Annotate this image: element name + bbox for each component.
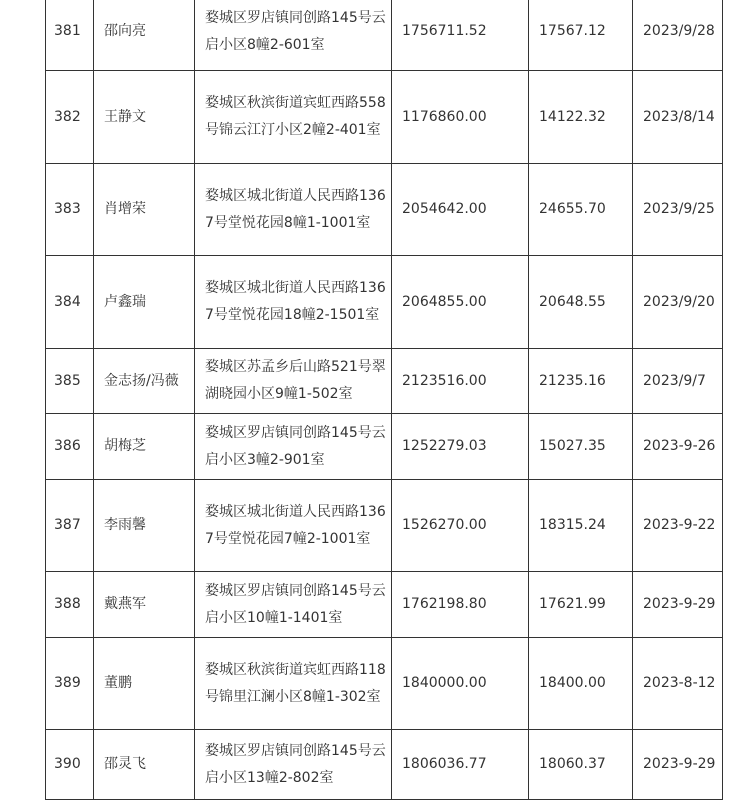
- row-number: 389: [46, 638, 94, 730]
- table-row: [46, 730, 723, 800]
- property-address: 婺城区城北街道人民西路1367号堂悦花园8幢1-1001室: [195, 164, 392, 256]
- row-number: 384: [46, 256, 94, 349]
- property-address: 婺城区秋滨街道宾虹西路118号锦里江澜小区8幢1-302室: [195, 638, 392, 730]
- record-date: 2023/9/25: [633, 164, 723, 256]
- record-date: 2023/9/20: [633, 256, 723, 349]
- owner-name: 卢鑫瑞: [94, 256, 195, 349]
- transaction-amount: 1526270.00: [392, 480, 529, 572]
- transaction-amount: 1762198.80: [392, 572, 529, 638]
- transaction-amount: 2064855.00: [392, 256, 529, 349]
- row-number: 390: [46, 730, 94, 800]
- transaction-amount: 1176860.00: [392, 71, 529, 164]
- transaction-amount: 1840000.00: [392, 638, 529, 730]
- records-table: [45, 0, 723, 800]
- property-address: 婺城区苏孟乡后山路521号翠湖晓园小区9幢1-502室: [195, 349, 392, 414]
- transaction-amount: 1252279.03: [392, 414, 529, 480]
- transaction-amount: 2054642.00: [392, 164, 529, 256]
- row-number: 387: [46, 480, 94, 572]
- tax-amount: 18315.24: [529, 480, 633, 572]
- transaction-amount: 2123516.00: [392, 349, 529, 414]
- tax-amount: 20648.55: [529, 256, 633, 349]
- owner-name: 邵灵飞: [94, 730, 195, 800]
- record-date: 2023/8/14: [633, 71, 723, 164]
- table-row: [46, 256, 723, 349]
- owner-name: 肖增荣: [94, 164, 195, 256]
- property-address: 婺城区罗店镇同创路145号云启小区10幢1-1401室: [195, 572, 392, 638]
- property-address: 婺城区罗店镇同创路145号云启小区13幢2-802室: [195, 730, 392, 800]
- table-row: [46, 0, 723, 71]
- owner-name: 戴燕军: [94, 572, 195, 638]
- property-address: 婺城区罗店镇同创路145号云启小区8幢2-601室: [195, 0, 392, 71]
- property-address: 婺城区城北街道人民西路1367号堂悦花园7幢2-1001室: [195, 480, 392, 572]
- owner-name: 胡梅芝: [94, 414, 195, 480]
- record-date: 2023-9-26: [633, 414, 723, 480]
- transaction-amount: 1756711.52: [392, 0, 529, 71]
- table-row: [46, 349, 723, 414]
- record-date: 2023/9/28: [633, 0, 723, 71]
- owner-name: 董鹏: [94, 638, 195, 730]
- record-date: 2023/9/7: [633, 349, 723, 414]
- table-row: [46, 638, 723, 730]
- table-row: [46, 572, 723, 638]
- tax-amount: 21235.16: [529, 349, 633, 414]
- tax-amount: 17621.99: [529, 572, 633, 638]
- owner-name: 王静文: [94, 71, 195, 164]
- tax-amount: 15027.35: [529, 414, 633, 480]
- tax-amount: 18060.37: [529, 730, 633, 800]
- record-date: 2023-9-29: [633, 572, 723, 638]
- property-address: 婺城区秋滨街道宾虹西路558号锦云江汀小区2幢2-401室: [195, 71, 392, 164]
- row-number: 388: [46, 572, 94, 638]
- table-row: [46, 71, 723, 164]
- owner-name: 金志扬/冯薇: [94, 349, 195, 414]
- row-number: 381: [46, 0, 94, 71]
- table-row: [46, 480, 723, 572]
- tax-amount: 14122.32: [529, 71, 633, 164]
- tax-amount: 18400.00: [529, 638, 633, 730]
- property-address: 婺城区罗店镇同创路145号云启小区3幢2-901室: [195, 414, 392, 480]
- record-date: 2023-9-22: [633, 480, 723, 572]
- records-table-body: [46, 0, 723, 800]
- table-row: [46, 414, 723, 480]
- property-address: 婺城区城北街道人民西路1367号堂悦花园18幢2-1501室: [195, 256, 392, 349]
- row-number: 385: [46, 349, 94, 414]
- tax-amount: 24655.70: [529, 164, 633, 256]
- row-number: 383: [46, 164, 94, 256]
- owner-name: 邵向亮: [94, 0, 195, 71]
- owner-name: 李雨馨: [94, 480, 195, 572]
- row-number: 382: [46, 71, 94, 164]
- record-date: 2023-9-29: [633, 730, 723, 800]
- tax-amount: 17567.12: [529, 0, 633, 71]
- row-number: 386: [46, 414, 94, 480]
- transaction-amount: 1806036.77: [392, 730, 529, 800]
- table-row: [46, 164, 723, 256]
- record-date: 2023-8-12: [633, 638, 723, 730]
